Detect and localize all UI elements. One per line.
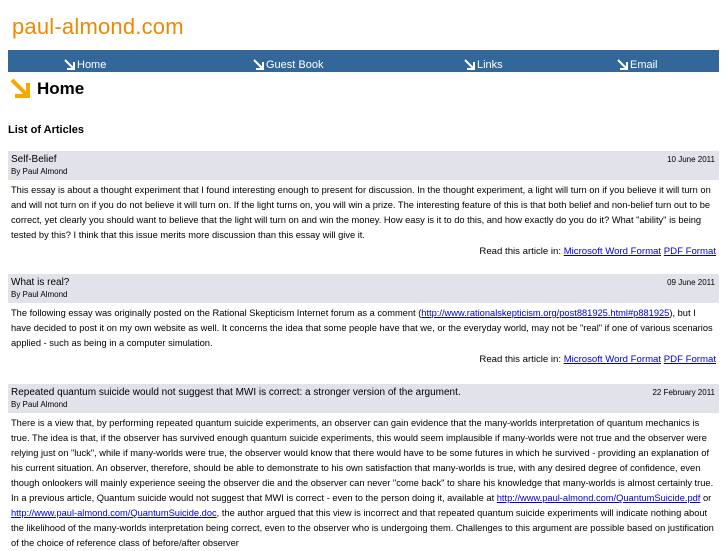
article-header xyxy=(8,384,719,413)
article-author: By Paul Almond xyxy=(11,400,68,409)
read-line xyxy=(8,243,719,257)
article-author: By Paul Almond xyxy=(11,290,68,299)
page-heading-text: Home xyxy=(37,79,85,98)
read-label: Read this article in: xyxy=(479,246,562,257)
summary-text: There is a view that, by performing repeated quantum suicide experiments, an observer can gain evidence that the many-worlds interpretation of quantum mechanics is true. The idea is that, if the observer has survived enough quantum suicide experiments, this would seem implausible if many-worlds were not true and the observer were relying just on "luck", while if many-worlds were true, the observer would know that there would have to be some futures in which he survived - providing an explanation of his current situation. An observer, therefore, should be able to demonstrate to his own satisfaction that many-worlds is true, with any desired degree of confidence, even though onlookers will mainly experience seeing the observer die and the observer can never "come back" to share his knowledge that many-worlds is almost certainly true. In a previous article, Quantum suicide would not suggest that MWI is correct - even to the person doing it, available at xyxy=(11,418,714,503)
arrow-down-right-icon xyxy=(464,59,476,71)
summary-text: or xyxy=(700,493,712,503)
nav-guest-book-label: Guest Book xyxy=(266,59,324,71)
read-line xyxy=(8,351,719,365)
pdf-format-link[interactable]: PDF Format xyxy=(663,354,716,365)
article-quantum-suicide xyxy=(8,384,719,551)
arrow-down-right-icon xyxy=(617,59,629,71)
article-header xyxy=(8,151,719,180)
pdf-format-link[interactable]: PDF Format xyxy=(663,246,716,257)
summary-text: , the author argued that this view is incorrect and that repeated quantum suicide experiments will indicate nothing about the likelihood of the many-worlds interpretation being correct, even to the observer who is undergoing them. Challenges to this argument are possible based on justification of the choice of reference class of before/after observer xyxy=(11,508,714,548)
article-summary xyxy=(8,413,719,551)
arrow-down-right-icon xyxy=(10,78,32,100)
article-date: 09 June 2011 xyxy=(667,278,715,287)
article-what-is-real xyxy=(8,274,719,365)
quantum-suicide-doc-link[interactable]: http://www.paul-almond.com/QuantumSuicide.doc xyxy=(11,508,217,518)
nav-links[interactable] xyxy=(464,53,503,71)
nav-home[interactable] xyxy=(64,53,106,71)
arrow-down-right-icon xyxy=(253,59,265,71)
article-title[interactable]: What is real? xyxy=(11,277,70,288)
read-label: Read this article in: xyxy=(479,354,562,365)
article-title[interactable]: Self-Belief xyxy=(11,154,57,165)
summary-text: ), but I have decided to post it on my own website as well. It concerns the idea that some people have that we, or the everyday world, may not be "real" if one of various scenarios applied - such as being in a computer simulation. xyxy=(11,308,713,348)
article-date: 10 June 2011 xyxy=(667,155,715,164)
quantum-suicide-pdf-link[interactable]: http://www.paul-almond.com/QuantumSuicide.pdf xyxy=(496,493,701,503)
article-summary: This essay is about a thought experiment that I found interesting enough to present for discussion. In the thought experiment, a light will turn on if you believe it will turn on and will not turn on if you do not believe it will turn on. If the light turns on, you will win a prize. The interesting feature of this is that both belief and non-belief turn out to be correct, yet clearly you should want to believe that the light will turn on and win the money. How easy is it to do this, and how exactly do you do it? What "ability" is being tested by this? I think that this issue merits more discussion than this essay will give it. xyxy=(11,185,711,240)
nav-home-label: Home xyxy=(77,59,107,71)
article-summary xyxy=(8,303,719,351)
article-header xyxy=(8,274,719,303)
word-format-link[interactable]: Microsoft Word Format xyxy=(563,354,662,365)
page-heading xyxy=(10,78,84,100)
word-format-link[interactable]: Microsoft Word Format xyxy=(563,246,662,257)
nav-links-label: Links xyxy=(477,59,503,71)
arrow-down-right-icon xyxy=(64,59,76,71)
summary-text: The following essay was originally posted on the Rational Skepticism Internet forum as a comment ( xyxy=(11,308,422,318)
nav-email-label: Email xyxy=(630,59,658,71)
main-nav xyxy=(8,50,719,72)
article-title[interactable]: Repeated quantum suicide would not suggest that MWI is correct: a stronger version of the argument. xyxy=(11,387,461,398)
forum-comment-link[interactable]: http://www.rationalskepticism.org/post881925.html#p881925 xyxy=(421,308,670,318)
article-date: 22 February 2011 xyxy=(652,388,715,397)
section-title: List of Articles xyxy=(8,124,84,136)
site-title[interactable]: paul-almond.com xyxy=(12,14,184,39)
nav-guest-book[interactable] xyxy=(253,53,323,71)
nav-email[interactable] xyxy=(617,53,658,71)
article-author: By Paul Almond xyxy=(11,167,68,176)
article-self-belief xyxy=(8,151,719,257)
